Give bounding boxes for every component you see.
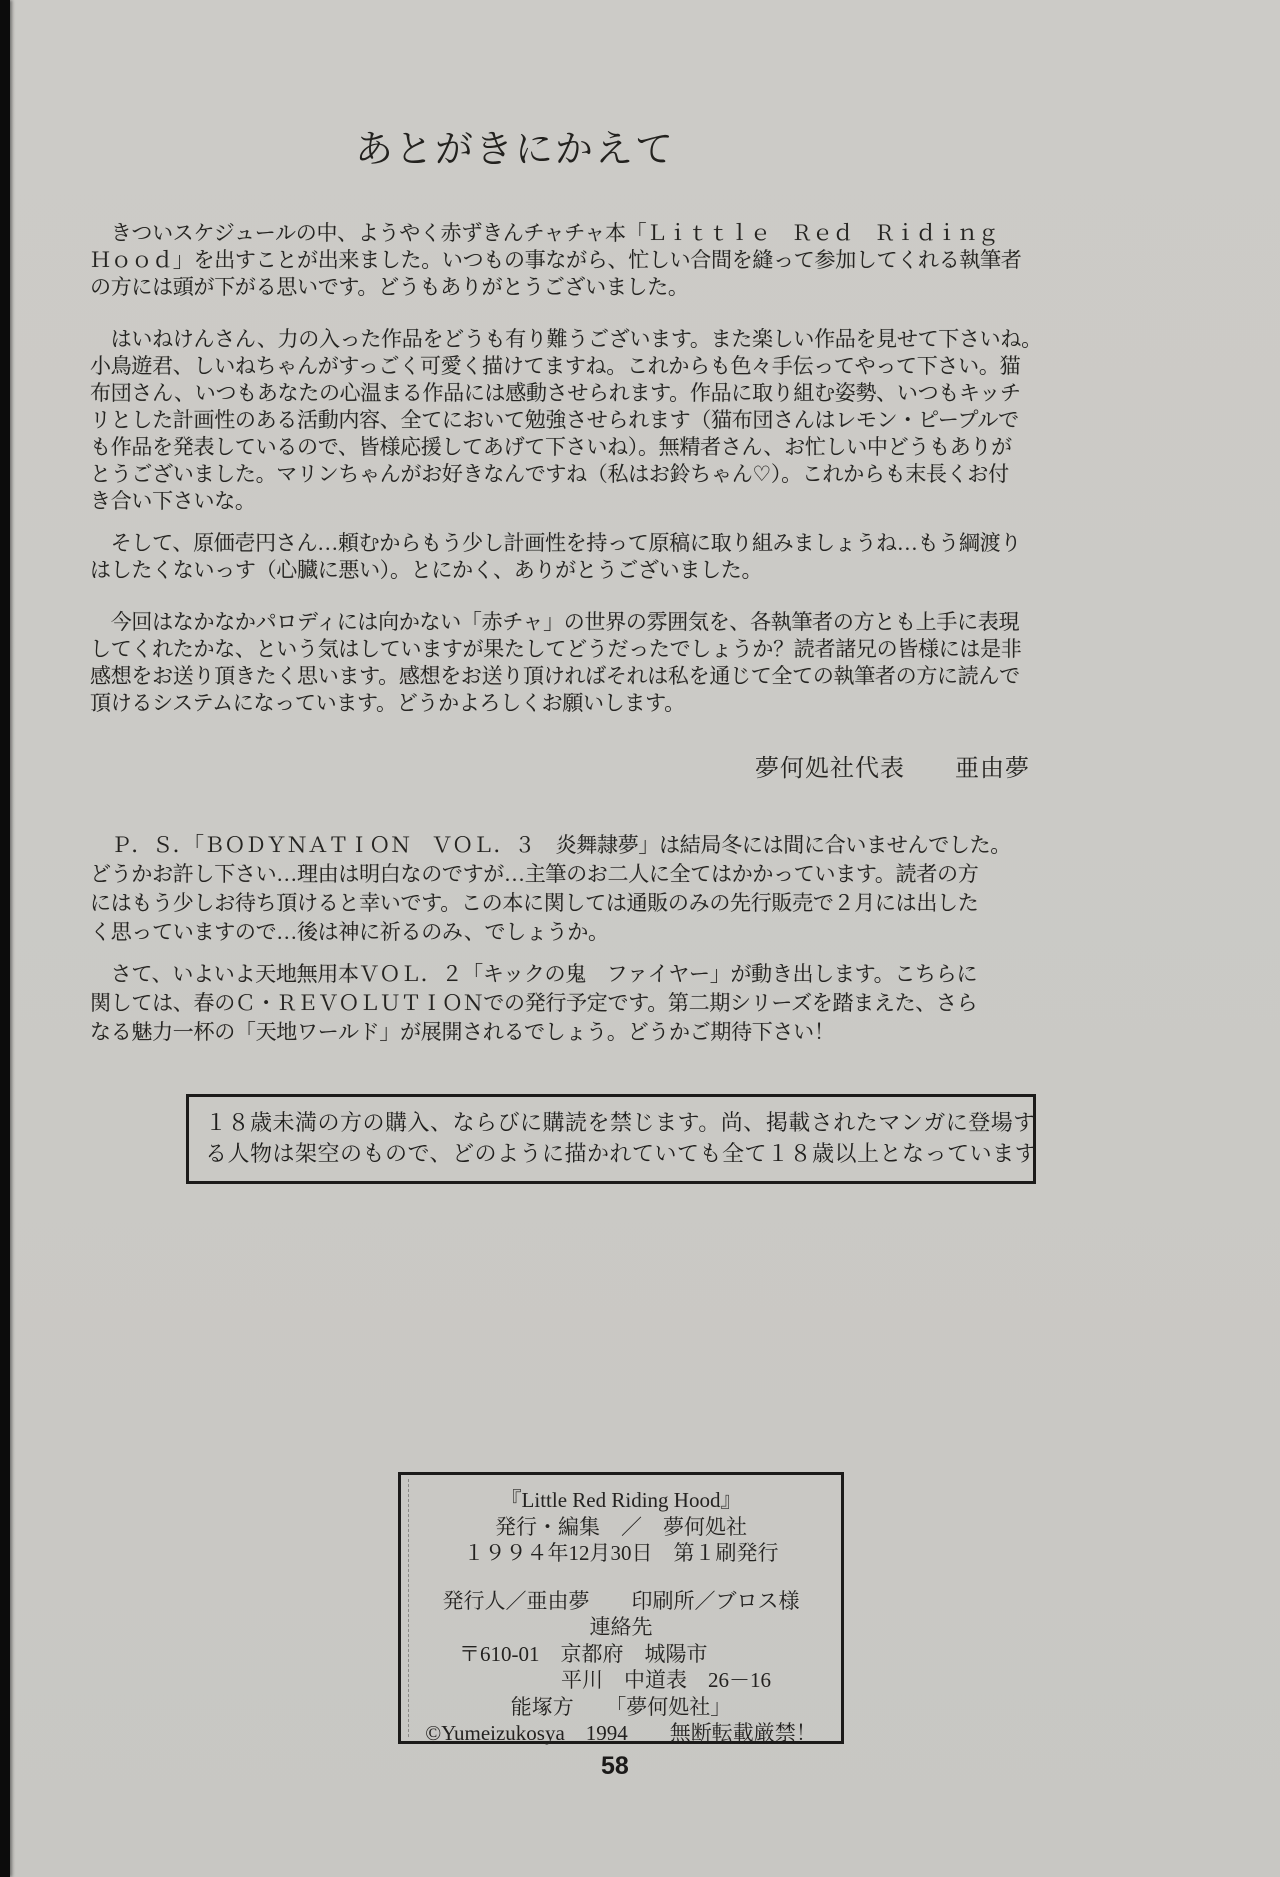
text-line: 今回はなかなかパロディには向かない「赤チャ」の世界の雰囲気を、各執筆者の方とも上手に表現 [90, 610, 1020, 634]
page-title: あとがきにかえて [354, 129, 675, 171]
text-line: 感想をお送り頂きたく思います。感想をお送り頂ければそれは私を通じて全ての執筆者の方に読んで [90, 664, 1020, 688]
colophon-address-line-2: 平川 中道表 26－16 [561, 1668, 771, 1692]
colophon-contact-label: 連絡先 [589, 1615, 653, 1639]
text-line: なる魅力一杯の「天地ワールド」が展開されるでしょう。どうかご期待下さい！ [90, 1020, 835, 1044]
afterword-paragraph-konkai [90, 609, 1022, 717]
text-line: さて、いよいよ天地無用本ＶＯＬ．２「キックの鬼 ファイヤー」が動き出します。こちらに [90, 962, 978, 986]
text-line: リとした計画性のある活動内容、全てにおいて勉強させられます（猫布団さんはレモン・ピープルで [90, 408, 1019, 432]
colophon-publisher-printer: 発行人／亜由夢 印刷所／ブロス様 [442, 1588, 800, 1613]
text-line: の方には頭が下がる思いです。どうもありがとうございました。 [90, 275, 689, 299]
text-line: く思っていますので…後は神に祈るのみ、でしょうか。 [90, 920, 609, 944]
text-line: 布団さん、いつもあなたの心温まる作品には感動させられます。作品に取り組む姿勢、いつもキッチ [90, 381, 1021, 405]
postscript-paragraph [90, 831, 1011, 947]
text-line: Ｐ．Ｓ．「ＢＯＤＹＮＡＴＩＯＮ ＶＯＬ．３ 炎舞隷夢」は結局冬には間に合いませんでした。 [90, 833, 1011, 857]
text-line: きついスケジュールの中、ようやく赤ずきんチャチャ本「Ｌｉｔｔｌｅ Ｒｅｄ Ｒｉｄｉｎｇ [90, 221, 999, 245]
text-line: き合い下さいな。 [90, 489, 256, 513]
text-line: る人物は架空のもので、どのように描かれていても全て１８歳以上となっています [205, 1141, 1038, 1166]
text-line: どうかお許し下さい…理由は明白なのですが…主筆のお二人に全てはかかっています。読者の方 [90, 862, 979, 886]
author-signature: 夢何処社代表 亜由夢 [755, 756, 1030, 782]
colophon-box [398, 1472, 844, 1744]
text-line: してくれたかな、という気はしていますが果たしてどうだったでしょうか？読者諸兄の皆様には是非 [90, 637, 1022, 661]
text-line: １８歳未満の方の購入、ならびに購読を禁じます。尚、掲載されたマンガに登場す [205, 1110, 1036, 1135]
text-line: も作品を発表しているので、皆様応援してあげて下さいね）。無精者さん、お忙しい中どうもありが [90, 435, 1012, 459]
colophon-print-date: １９９４年12月30日 第１刷発行 [463, 1541, 779, 1565]
text-line: はしたくないっす（心臓に悪い）。とにかく、ありがとうございました。 [90, 558, 763, 582]
afterword-paragraph-thanks [90, 326, 1042, 515]
age-restriction-notice-box [186, 1094, 1036, 1184]
colophon-publisher-line: 発行・編集 ／ 夢何処社 [495, 1514, 747, 1539]
text-line: そして、原価壱円さん…頼むからもう少し計画性を持って原稿に取り組みましょうね…もう綱渡り [90, 531, 1022, 555]
text-line: はいねけんさん、力の入った作品をどうも有り難うございます。また楽しい作品を見せて下さいね。 [90, 327, 1042, 351]
text-line: 関しては、春のＣ・ＲＥＶＯＬＵＴＩＯＮでの発行予定です。第二期シリーズを踏まえた、さら [90, 991, 978, 1015]
colophon-address-line-1: 〒610-01 京都府 城陽市 [459, 1641, 708, 1666]
colophon-copyright: ©Yumeizukosya 1994 無断転載厳禁！ [425, 1721, 817, 1745]
colophon-book-title: 『Little Red Riding Hood』 [500, 1488, 742, 1512]
page-number: 58 [601, 1752, 629, 1780]
afterword-paragraph-intro [90, 220, 1022, 301]
text-line: にはもう少しお待ち頂けると幸いです。この本に関しては通販のみの先行販売で２月には出した [90, 891, 979, 915]
colophon-address-line-3: 能塚方 「夢何処社」 [510, 1694, 732, 1719]
scan-left-edge [0, 0, 10, 1877]
tenchi-announcement-paragraph [90, 960, 977, 1047]
afterword-paragraph-soshite [90, 530, 1021, 584]
text-line: 小鳥遊君、しいねちゃんがすっごく可愛く描けてますね。これからも色々手伝ってやって下さい。猫 [90, 354, 1021, 378]
text-line: とうございました。マリンちゃんがお好きなんですね（私はお鈴ちゃん♡）。これからも末長くお付 [90, 462, 1009, 486]
text-line: 頂けるシステムになっています。どうかよろしくお願いします。 [90, 691, 685, 715]
text-line: Ｈｏｏｄ」を出すことが出来ました。いつもの事ながら、忙しい合間を縫って参加してくれる執筆者 [90, 248, 1022, 272]
